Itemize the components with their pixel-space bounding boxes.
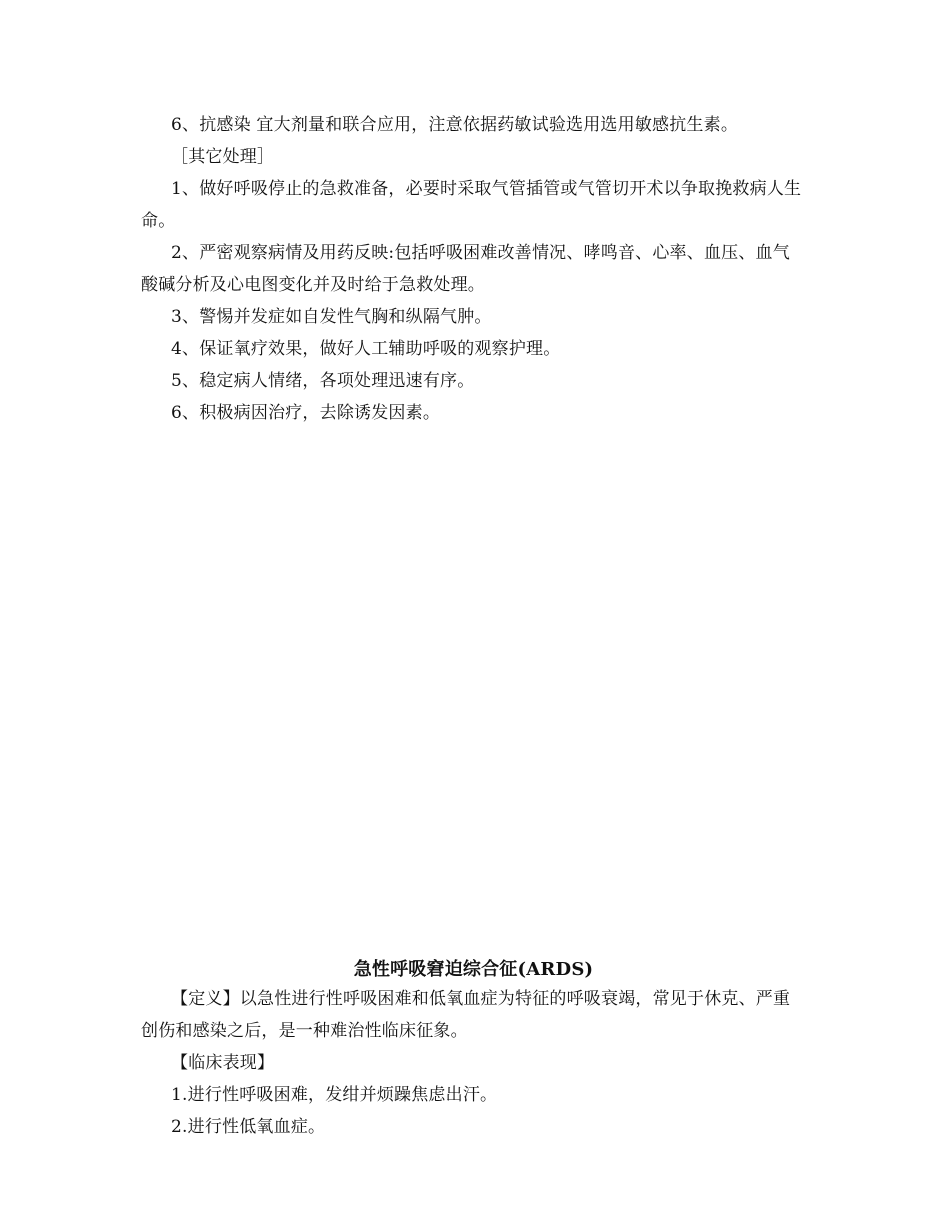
treatment-section (141, 109, 806, 429)
other-treatment-item-2: 2、严密观察病情及用药反映:包括呼吸困难改善情况、哮鸣音、心率、血压、血气酸碱分析及心电图变化并及时给于急救处理。 (141, 243, 790, 295)
other-treatment-item-5: 5、稳定病人情绪，各项处理迅速有序。 (171, 371, 475, 391)
clinical-heading: 【临床表现】 (171, 1053, 275, 1073)
ards-section (141, 957, 806, 1143)
ards-title: 急性呼吸窘迫综合征(ARDS) (353, 959, 594, 980)
clinical-item-1: 1.进行性呼吸困难，发绀并烦躁焦虑出汗。 (171, 1085, 498, 1105)
other-treatment-item-4: 4、保证氧疗效果，做好人工辅助呼吸的观察护理。 (171, 339, 561, 359)
other-treatment-item-3: 3、警惕并发症如自发性气胸和纵隔气肿。 (171, 307, 492, 327)
clinical-item-2: 2.进行性低氧血症。 (171, 1117, 326, 1137)
ards-definition: 【定义】以急性进行性呼吸困难和低氧血症为特征的呼吸衰竭，常见于休克、严重创伤和感染之后，是一种难治性临床征象。 (141, 989, 791, 1041)
other-treatment-heading: ［其它处理］ (171, 147, 275, 167)
anti-infection-paragraph: 6、抗感染 宜大剂量和联合应用，注意依据药敏试验选用选用敏感抗生素。 (171, 115, 739, 135)
other-treatment-item-6: 6、积极病因治疗，去除诱发因素。 (171, 403, 441, 423)
other-treatment-item-1: 1、做好呼吸停止的急救准备，必要时采取气管插管或气管切开术以争取挽救病人生命。 (141, 179, 802, 231)
